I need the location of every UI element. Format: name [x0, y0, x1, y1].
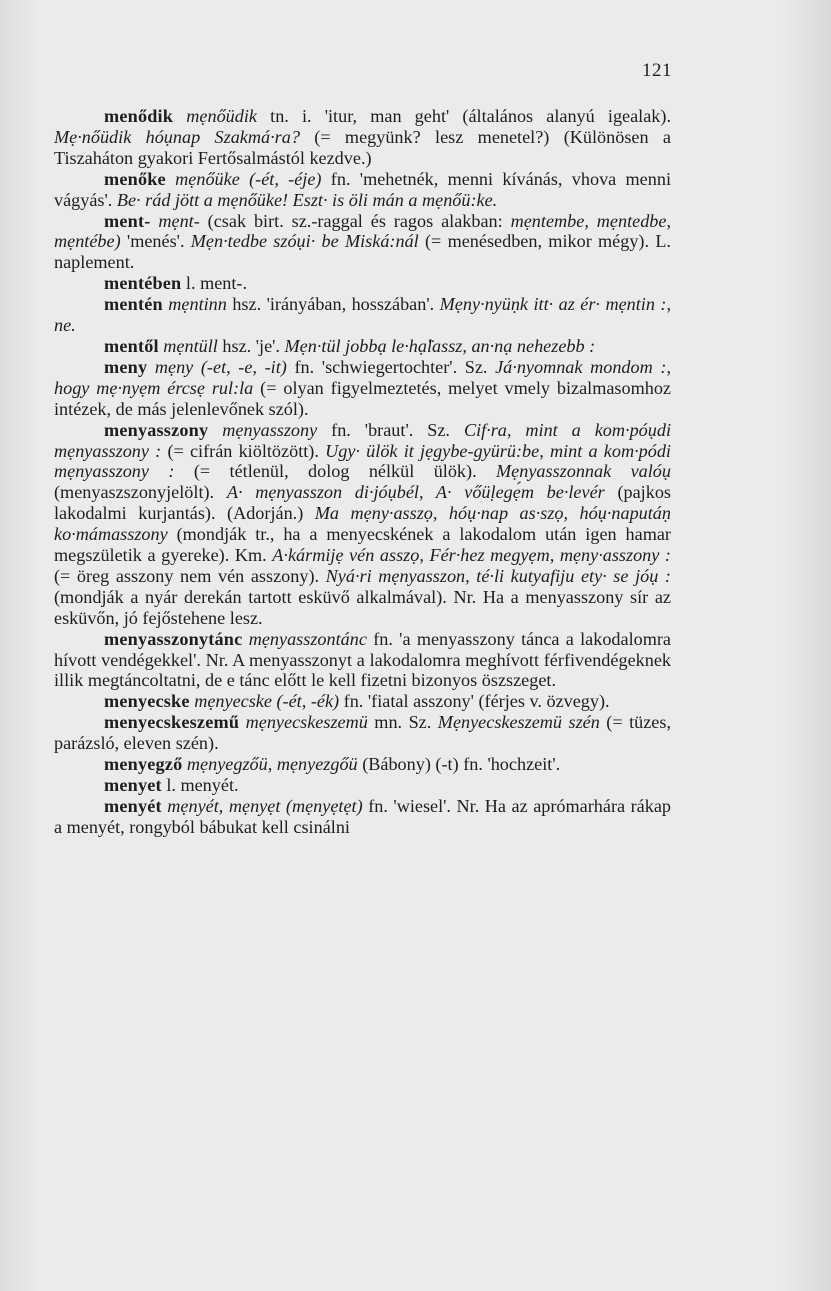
headword: mentől: [104, 335, 159, 356]
page-number: 121: [642, 60, 672, 81]
headword: menődik: [104, 106, 174, 126]
entry-menyegzo: menyegző mẹnyegzőü, mẹnyezgőü (Bábony) (-t) fn. 'hochzeit'.: [104, 754, 561, 775]
entry-menteben: mentében l. ment-.: [104, 273, 248, 294]
entry-menyasszony: menyasszony mẹnyasszony fn. 'braut'. Sz. Cif·ra, mint a kom·póụdi mẹnyasszony : (= cifrán kiöltözött). Ugy· ülök it jẹgybe-gyürü:be, mint a kom·pódi mẹnyasszony : (= tétlenül, dolog nélkül ülök). Mẹnyasszonnak valóụ (menyaszszonyjelölt). A· mẹnyasszon di·jóụbél, A· vőüḷegẹ́m be·levér (pajkos lakodalmi kurjantás). (Adorján.) Ma mẹny·asszọ, hóụ·nap as·szọ, hóụ·naputáṇ ko·mámasszony (mondják tr., ha a menyecskének a lakodalom után igen hamar megszületik a gyereke). Km. A·kármijẹ vén asszọ, Fér·hez megyẹm, mẹny·asszony : (= öreg asszony nem vén asszony). Nyá·ri mẹnyasszon, té·li kutyafiju ety· se jóụ : (mondják a nyár derekán tartott esküvő alkalmával). Nr. Ha a menyasszony sír az esküvőn, jó fejőstehene lesz.: [54, 419, 672, 628]
entry-menyecske: menyecske mẹnyecske (-ét, -ék) fn. 'fiatal asszony' (férjes v. özvegy).: [104, 691, 610, 712]
headword: menyasszonytánc: [104, 628, 243, 649]
entry-menyet-weasel: menyét mẹnyét, mẹnyẹt (mẹnyẹtẹt) fn. 'wiesel'. Nr. Ha az aprómarhára rákap a menyét, rongyból bábukat kell csinálni: [54, 795, 671, 837]
headword: ment-: [104, 210, 151, 231]
headword: menyét: [104, 795, 162, 816]
headword: menyasszony: [104, 419, 209, 440]
headword: mentén: [104, 294, 163, 315]
headword: meny: [104, 356, 148, 377]
headword: menyecskeszemű: [104, 712, 240, 733]
entry-mentol: mentől mẹntüll hsz. 'je'. Mẹn·tül jobbạ le·hạ̈lassz, an·nạ nehezebb :: [104, 335, 596, 356]
headword: menyecske: [104, 691, 190, 712]
headword: menyegző: [104, 754, 183, 775]
headword: menőke: [104, 168, 166, 189]
entry-menyecskeszemu: menyecskeszemű mẹnyecskeszemü mn. Sz. Mẹnyecskeszemü szén (= tüzes, parázsló, eleven szén).: [54, 712, 671, 754]
entry-menten: mentén mẹntinn hsz. 'irányában, hosszában'. Mẹny·nyüṇk itt· az ér· mẹntin :, ne.: [54, 294, 672, 336]
entry-menodik: menődik mẹnőüdik tn. i. 'itur, man geht' (általános alanyú igealak). Mẹ·nőüdik hóụnap Szakmá·ra? (= megyünk? lesz menetel?) (Különösen a Tiszaháton gyakori Fertősalmástól kezdve.): [54, 106, 672, 168]
text-column: [54, 106, 671, 838]
headword: menyet: [104, 775, 162, 795]
entry-ment: ment- mẹnt- (csak birt. sz.-raggal és ragos alakban: mẹntembe, mẹntedbe, mẹntébe) 'menés'. Mẹn·tedbe szóụi· be Miská:nál (= menésedben, mikor mégy). L. naplement.: [54, 210, 671, 273]
entry-meny: meny mẹny (-et, -e, -it) fn. 'schwiegertochter'. Sz. Já·nyomnak mondom :, hogy mẹ·nyẹm ércsẹ rul:la (= olyan figyelmeztetés, melyet vmely bizalmasomhoz intézek, de más jelenlevőnek szól).: [54, 356, 672, 419]
entry-menyet: menyet l. menyét.: [104, 775, 239, 795]
entry-menoke: menőke mẹnőüke (-ét, -éje) fn. 'mehetnék, menni kívánás, vhova menni vágyás'. Be· rád jött a mẹnőüke! Eszt· is öli mán a mẹnőü:ke.: [54, 168, 671, 210]
entry-menyasszonytanc: menyasszonytánc mẹnyasszontánc fn. 'a menyasszony tánca a lakodalomra hívott vendégekkel'. Nr. A menyasszonyt a lakodalomra meghívott férfivendégeknek illik megtáncoltatni, de e tánc előtt le kell fizetni bizonyos öszszeget.: [54, 628, 672, 691]
headword: mentében: [104, 273, 182, 294]
